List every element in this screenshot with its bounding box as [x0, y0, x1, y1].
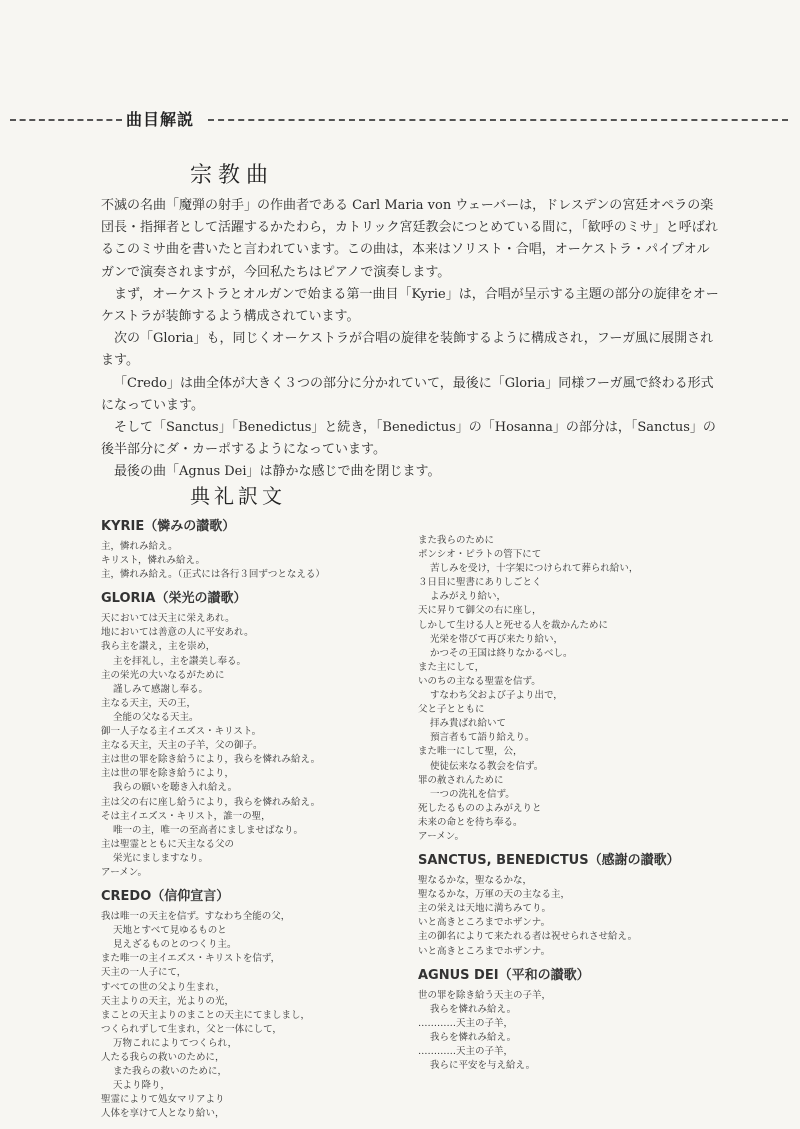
text-line: 主なる天主，天の王， [101, 697, 197, 709]
header-rule-left [10, 119, 122, 121]
text-line: すべての世の父より生まれ， [101, 981, 225, 993]
text-line: 謹しみて感謝し奉る。 [113, 683, 209, 695]
commentary-paragraph: まず，オーケストラとオルガンで始まる第一曲目「Kyrie」は，合唱が呈示する主題の部分の旋律をオーケストラが装飾するよう構成されています。 [101, 286, 719, 325]
translation-title: 典礼訳文 [190, 484, 286, 508]
text-line: 拝み貴ばれ給いて [430, 718, 507, 730]
text-line: よみがえり給い， [430, 591, 507, 603]
text-line: 全能の父なる天主。 [113, 711, 199, 723]
right-column [418, 534, 748, 1081]
text-line: 唯一の主，唯一の至高者にましませばなり。 [113, 824, 304, 836]
text-line: まことの天主よりのまことの天主にてましまし， [101, 1009, 311, 1021]
text-line: 地においては善意の人に平安あれ。 [101, 627, 254, 639]
text-line: いと高きところまでホザンナ。 [418, 945, 551, 957]
text-line: ポンシオ・ピラトの管下にて [418, 549, 542, 561]
text-line: キリスト，憐れみ給え。 [101, 555, 206, 567]
text-line: 主，憐れみ給え。（正式には各行３回ずつとなえる） [101, 569, 325, 581]
text-line: 主は世の罪を除き給うにより，我らを憐れみ給え。 [101, 754, 321, 766]
text-line: 栄光にましますなり。 [113, 852, 209, 864]
text-line: 人たる我らの救いのために， [101, 1052, 225, 1063]
text-line: 主なる天主，天主の子羊，父の御子。 [101, 740, 263, 752]
text-line: 主の御名によりて来たれる者は祝せられさせ給え。 [418, 931, 638, 943]
agnus-dei-heading: AGNUS DEI（平和の讃歌） [418, 967, 590, 983]
commentary-paragraph: 最後の曲「Agnus Dei」は静かな感じで曲を閉じます。 [114, 464, 441, 480]
text-line: 御一人子なる主イエズス・キリスト。 [101, 726, 262, 738]
text-line: 苦しみを受け，十字架につけられて葬られ給い， [430, 563, 639, 575]
text-line: 我らを憐れみ給え。 [430, 1031, 517, 1043]
text-line: いと高きところまでホザンナ。 [418, 917, 551, 929]
agnus-dei-text [418, 989, 748, 1074]
text-line: 我ら主を讃え，主を崇め， [101, 641, 216, 653]
text-line: 父と子とともに [418, 704, 485, 716]
text-line: すなわち父および子より出で， [430, 690, 563, 702]
text-line: 天主よりの天主，光よりの光， [101, 995, 235, 1007]
text-line: …………天主の子羊， [418, 1046, 514, 1057]
credo-text [101, 910, 431, 1121]
text-line: また主にして， [418, 661, 485, 673]
left-column [101, 518, 431, 1129]
text-line: また我らのために [418, 535, 495, 546]
text-line: 我らを憐れみ給え。 [430, 1003, 517, 1015]
text-line: また唯一の主イエズス・キリストを信ず， [101, 953, 281, 965]
sanctus-text [418, 874, 748, 959]
section-label: 曲目解説 [126, 110, 195, 129]
text-line: 世の罪を除き給う天主の子羊， [418, 989, 552, 1001]
commentary-paragraph: 次の「Gloria」も，同じくオーケストラが合唱の旋律を装飾するように構成され，フーガ風に展開されます。 [101, 331, 714, 369]
text-line: 万物これによりてつくられ， [113, 1037, 238, 1049]
text-line: 我は唯一の天主を信ず。すなわち全能の父， [101, 911, 291, 923]
text-line: 我らに平安を与え給え。 [430, 1060, 536, 1072]
gloria-text [101, 612, 431, 880]
header-rule-right [208, 119, 788, 121]
commentary-paragraph: 不滅の名曲「魔弾の射手」の作曲者である Carl Maria von ウェーバーは，ドレスデンの宮廷オペラの楽団長・指揮者として活躍するかたわら，カトリック宮廷教会につとめている間に，「歓呼のミサ」と呼ばれるこのミサ曲を書いたと言われています。この曲は，本来はソリスト・合唱，オーケストラ・パイプオルガンで演奏されますが，今回私たちはピアノで演奏します。 [101, 198, 718, 280]
text-line: 聖なるかな，聖なるかな， [418, 875, 533, 887]
text-line: また唯一にして聖，公， [418, 746, 523, 758]
text-line: アーメン。 [101, 866, 147, 878]
text-line: つくられずして生まれ，父と一体にして， [101, 1023, 282, 1035]
text-line: そは主イエズス・キリスト，誰一の聖， [101, 810, 271, 822]
main-title: 宗教曲 [190, 163, 275, 188]
kyrie-text [101, 540, 431, 582]
sanctus-heading: SANCTUS, BENEDICTUS（感謝の讃歌） [418, 853, 680, 869]
text-line: 主の栄えは天地に満ちみてり。 [418, 903, 552, 915]
text-line: しかして生ける人と死せる人を裁かんために [418, 619, 609, 631]
commentary-paragraph: 「Credo」は曲全体が大きく３つの部分に分かれていて，最後に「Gloria」同様フーガ風で終わる形式になっています。 [101, 375, 714, 413]
text-line: いのちの主なる聖霊を信ず。 [418, 675, 541, 687]
text-line: 聖霊によりて処女マリアより [101, 1094, 225, 1106]
credo-continued-text [418, 534, 748, 844]
text-line: 見えざるものとのつくり主。 [113, 939, 237, 951]
text-line: 天地とすべて見ゆるものと [113, 925, 227, 937]
text-line: 主を拝礼し，主を讃美し奉る。 [113, 655, 247, 667]
kyrie-heading: KYRIE（憐みの讃歌） [101, 519, 236, 534]
text-line: …………天主の子羊， [418, 1017, 514, 1029]
text-line: 天より降り， [113, 1080, 171, 1092]
text-line: 主の栄光の大いなるがために [101, 669, 225, 681]
text-line: かつその王国は終りなかるべし。 [430, 647, 573, 659]
text-line: 聖なるかな，万軍の天の主なる主， [418, 889, 571, 901]
credo-heading: CREDO（信仰宣言） [101, 889, 230, 905]
text-line: アーメン。 [418, 830, 464, 842]
text-line: 罪の赦されんために [418, 774, 504, 786]
text-line: 預言者もて語り給えり。 [430, 732, 535, 744]
text-line: 死したるもののよみがえりと [418, 802, 542, 814]
text-line: 主は世の罪を除き給うにより， [101, 768, 235, 780]
text-line: ３日目に聖書にありしごとく [418, 577, 542, 589]
text-line: 天に昇りて御父の右に座し， [418, 605, 542, 617]
text-line: 主は聖霊とともに天主なる父の [101, 838, 235, 850]
commentary-paragraph: そして「Sanctus」「Benedictus」と続き，「Benedictus」の「Hosanna」の部分は，「Sanctus」の後半部分にダ・カーポするようになっています。 [101, 420, 716, 458]
commentary [101, 195, 721, 484]
text-line: 天主の一人子にて， [101, 967, 187, 979]
text-line: 使徒伝来なる教会を信ず。 [430, 760, 544, 772]
text-line: 我らの願いを聴き入れ給え。 [113, 782, 238, 794]
text-line: また我らの救いのために， [113, 1066, 228, 1078]
text-line: 人体を享けて人となり給い， [101, 1108, 225, 1120]
gloria-heading: GLORIA（栄光の讃歌） [101, 591, 247, 607]
text-line: 未来の命とを待ち奉る。 [418, 816, 523, 828]
text-line: 主は父の右に座し給うにより，我らを憐れみ給え。 [101, 796, 321, 808]
text-line: 光栄を帯びて再び来たり給い， [430, 633, 564, 645]
text-line: 主，憐れみ給え。 [101, 541, 178, 552]
text-line: 一つの洗礼を信ず。 [430, 788, 515, 800]
text-line: 天においては天主に栄えあれ。 [101, 613, 235, 625]
